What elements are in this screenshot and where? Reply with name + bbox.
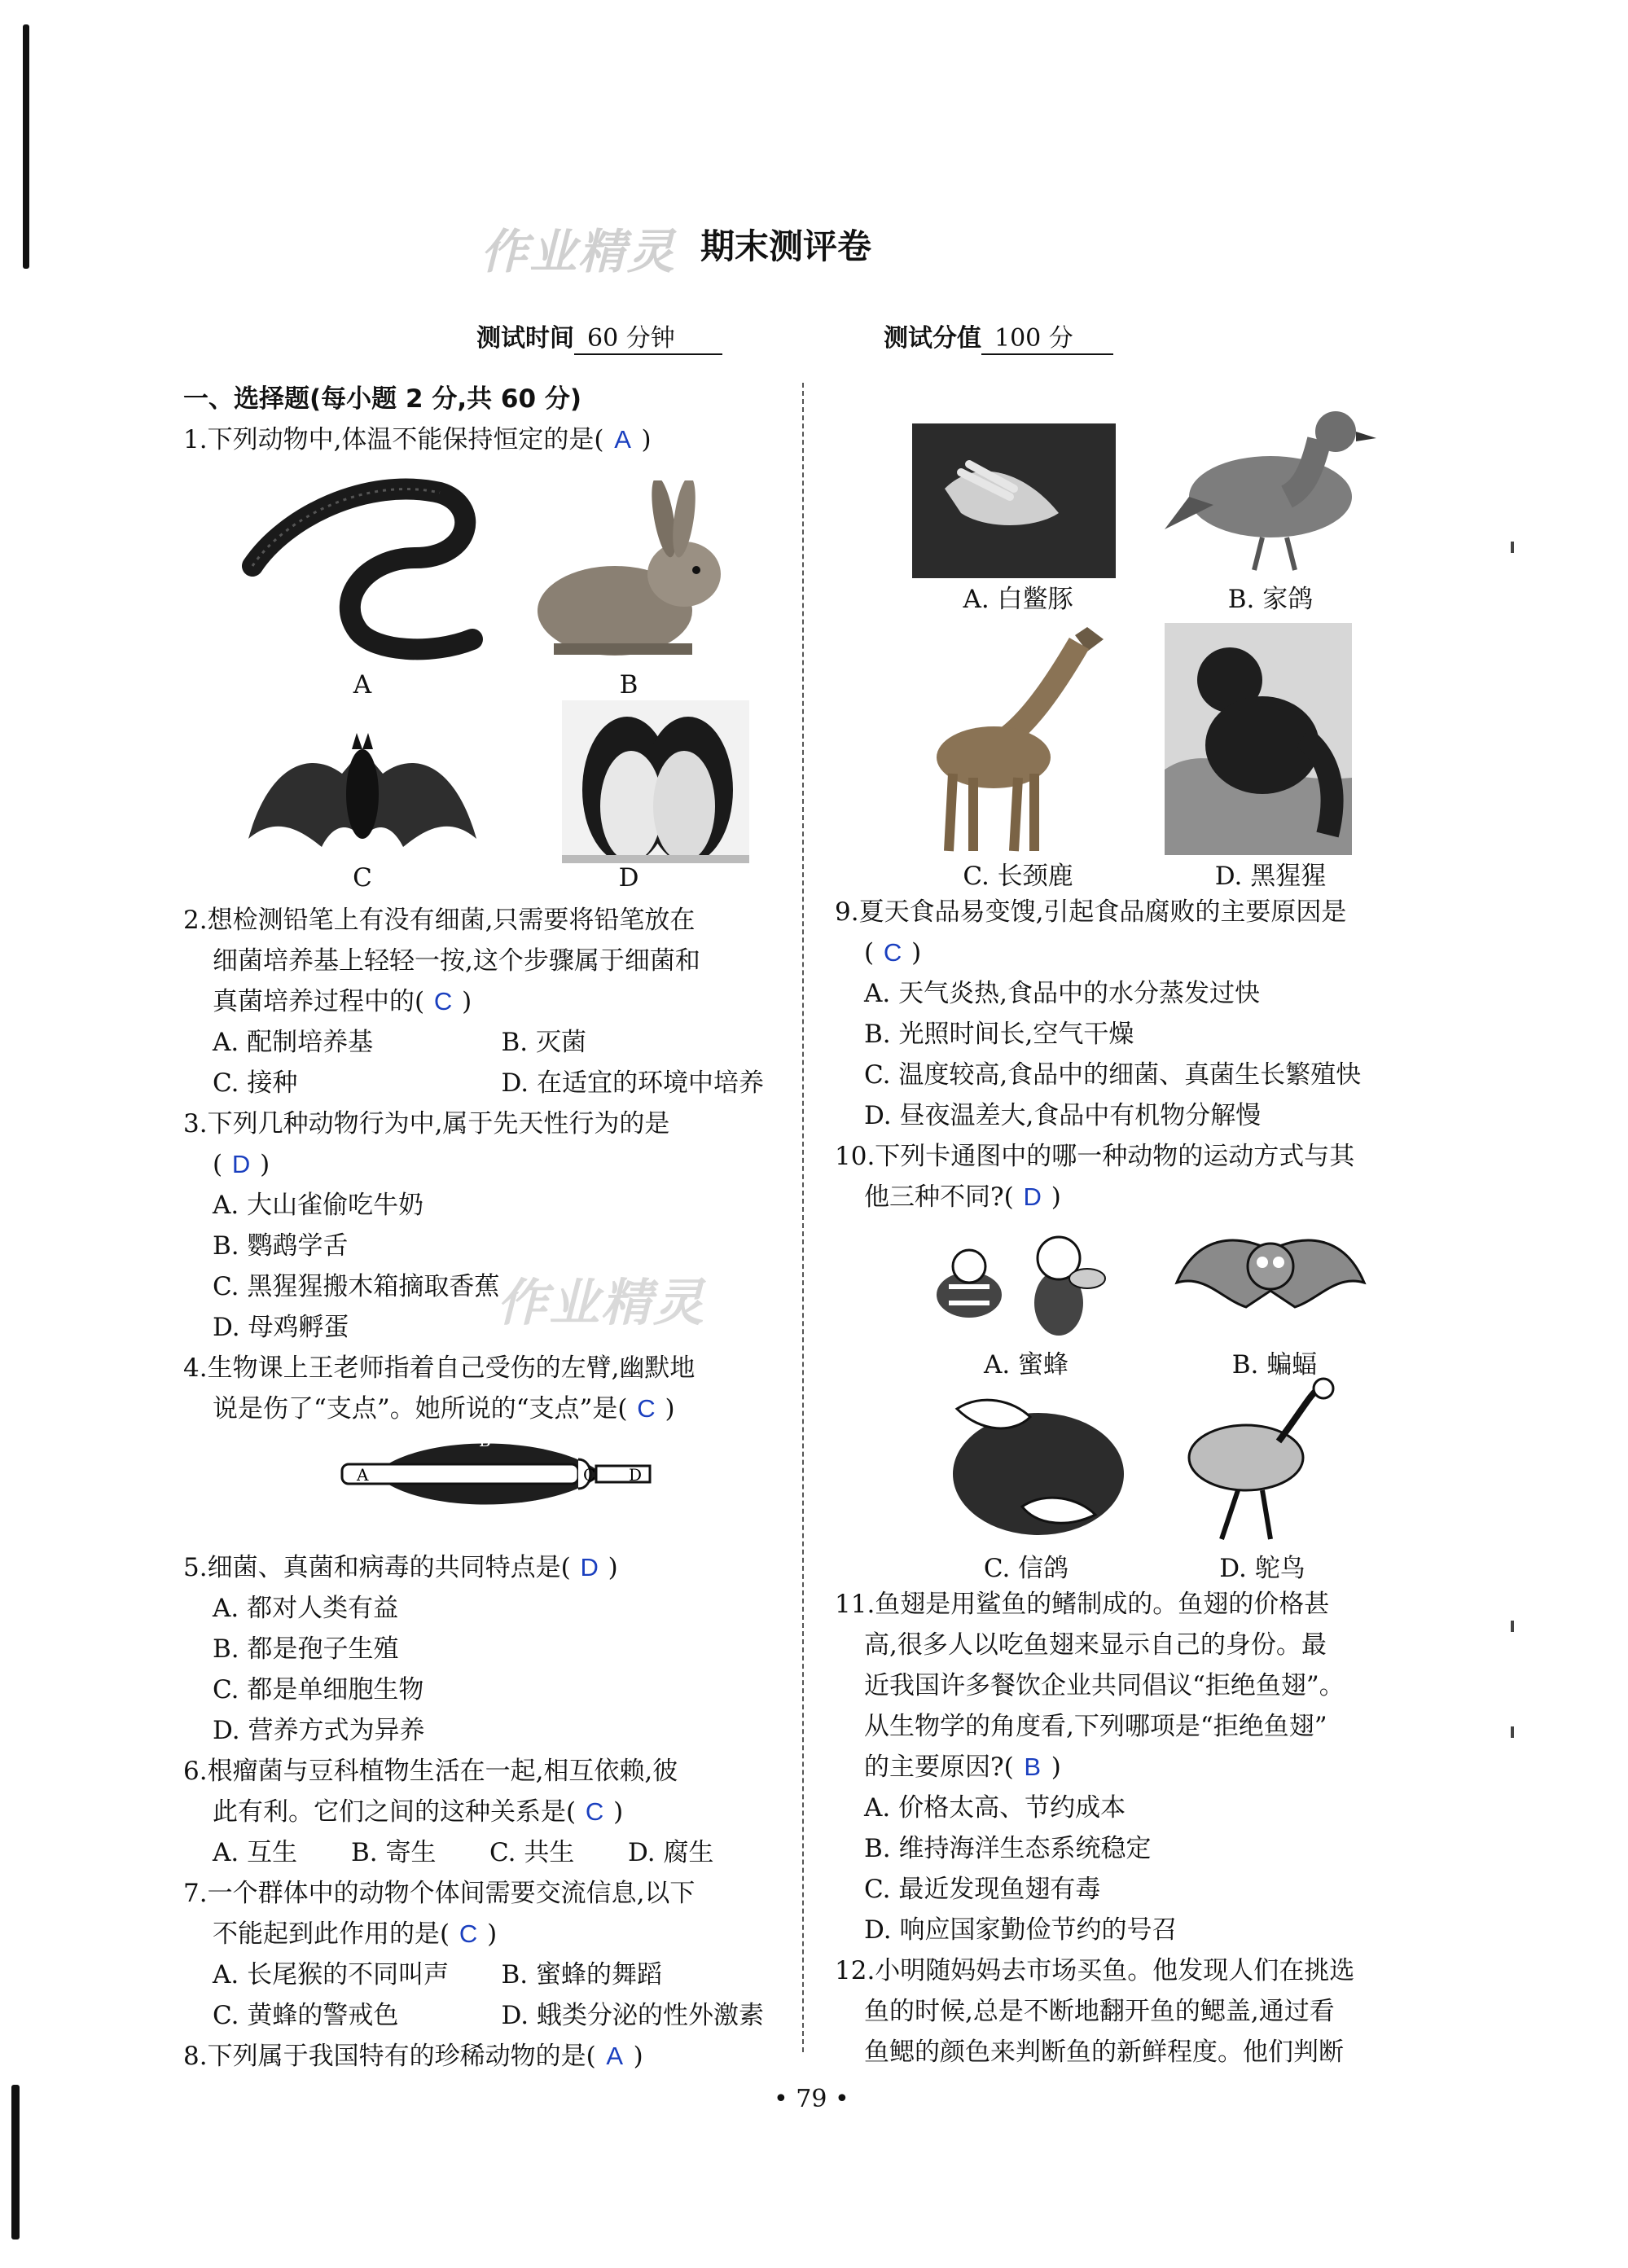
- question-6: 6.根瘤菌与豆科植物生活在一起,相互依赖,彼: [183, 1757, 678, 1786]
- section-heading-block: [183, 379, 790, 460]
- earthworm-image: [236, 468, 489, 664]
- ostrich-cartoon-image: [1173, 1376, 1360, 1547]
- answer-1: A: [614, 425, 631, 454]
- test-time-label: 测试时间: [476, 324, 574, 353]
- caption-q8-a: A. 白鳖豚: [963, 585, 1073, 614]
- question-1: 1.下列动物中,体温不能保持恒定的是( A ): [183, 419, 790, 460]
- question-5: 5.细菌、真菌和病毒的共同特点是( D ): [183, 1547, 790, 1588]
- caption-q10-c: C. 信鸽: [983, 1554, 1069, 1583]
- questions-2-4: 2.想检测铅笔上有没有细菌,只需要将铅笔放在 细菌培养基上轻轻一按,这个步骤属于细菌和 真菌培养过程中的( C ) A. 配制培养基 B. 灭菌 C. 接种 D. 在适宜的环境中培养 3.下列几种动物行为中,属于先天性行为的是 ( D ) A. 大山雀偷吃牛奶 B. 鹦鹉学舌 C. 黑猩猩搬木箱摘取香蕉 D. 母鸡孵蛋 4.生物课上王老师指着自己受伤的左臂,幽默地 说是伤了“支点”。她所说的“支点”是( C ): [183, 900, 790, 1429]
- caption-q10-d: D. 鸵鸟: [1219, 1554, 1305, 1583]
- answer-6: C: [585, 1797, 604, 1826]
- test-score-value: 100 分: [981, 318, 1113, 355]
- caption-q8-b: B. 家鸽: [1227, 585, 1314, 614]
- watermark: 作业精灵: [497, 1273, 706, 1332]
- page-number: • 79 •: [774, 2085, 849, 2113]
- question-3: 3.下列几种动物行为中,属于先天性行为的是: [183, 1109, 670, 1138]
- bee-cartoon-image: [920, 1222, 1124, 1344]
- label-a: A: [357, 1465, 369, 1485]
- caption-q1-c: C: [353, 863, 372, 893]
- baiji-dolphin-image: [912, 423, 1116, 578]
- answer-4: C: [637, 1394, 656, 1423]
- column-divider: [802, 383, 804, 2052]
- question-9: 9.夏天食品易变馊,引起食品腐败的主要原因是: [835, 897, 1347, 927]
- question-11: 11.鱼翅是用鲨鱼的鳍制成的。鱼翅的价格甚: [835, 1590, 1330, 1619]
- giraffe-image: [912, 619, 1124, 855]
- caption-q1-a: A: [353, 670, 372, 700]
- test-time-value: 60 分钟: [574, 318, 722, 355]
- caption-q8-d: D. 黑猩猩: [1214, 862, 1327, 891]
- question-2: 2.想检测铅笔上有没有细菌,只需要将铅笔放在: [183, 906, 696, 935]
- rabbit-image: [521, 480, 733, 668]
- scan-mark: [1511, 1726, 1514, 1738]
- answer-5: D: [580, 1553, 599, 1581]
- caption-q10-a: A. 蜜蜂: [983, 1350, 1069, 1380]
- caption-q10-b: B. 蝙蝠: [1231, 1350, 1318, 1380]
- answer-9: C: [883, 938, 902, 967]
- questions-5-8: 5.细菌、真菌和病毒的共同特点是( D ) A. 都对人类有益 B. 都是孢子生殖 C. 都是单细胞生物 D. 营养方式为异养 6.根瘤菌与豆科植物生活在一起,相互依赖,彼 此有利。它们之间的这种关系是( C ) A. 互生 B. 寄生 C. 共生 D. 腐生 7.一个群体中的动物个体间需要交流信息,以下 不能起到此作用的是( C ) A. 长尾猴的不同叫声 B. 蜜蜂的舞蹈 C. 黄蜂的警戒色 D. 蛾类分泌的性外激素 8.下列属于我国特有的珍稀动物的是( A ): [183, 1547, 790, 2077]
- pigeon-image: [1165, 383, 1384, 578]
- caption-q1-d: D: [618, 863, 639, 893]
- label-b: B: [479, 1431, 491, 1450]
- answer-10: D: [1023, 1182, 1042, 1211]
- test-score-label: 测试分值: [884, 324, 981, 353]
- bat-cartoon-image: [1173, 1217, 1368, 1340]
- binding-mark-bottom: [11, 2085, 20, 2239]
- scan-mark: [1511, 542, 1514, 553]
- scan-mark: [1511, 1621, 1514, 1632]
- test-score: [884, 318, 1113, 355]
- answer-11: B: [1024, 1753, 1042, 1781]
- page-title: 期末测评卷: [700, 226, 872, 266]
- questions-9-10: 9.夏天食品易变馊,引起食品腐败的主要原因是 ( C ) A. 天气炎热,食品中的水分蒸发过快 B. 光照时间长,空气干燥 C. 温度较高,食品中的细菌、真菌生长繁殖快 D. 昼夜温差大,食品中有机物分解慢 10.下列卡通图中的哪一种动物的运动方式与其 他三种不同?( D ): [835, 892, 1446, 1217]
- penguin-image: [562, 700, 749, 863]
- answer-3: D: [231, 1150, 251, 1178]
- bat-image: [244, 717, 481, 880]
- question-4: 4.生物课上王老师指着自己受伤的左臂,幽默地: [183, 1353, 696, 1383]
- label-d: D: [629, 1465, 643, 1485]
- section-heading: 一、选择题(每小题 2 分,共 60 分): [183, 384, 581, 414]
- answer-2: C: [433, 987, 453, 1016]
- questions-11-12: 11.鱼翅是用鲨鱼的鳍制成的。鱼翅的价格甚 高,很多人以吃鱼翅来显示自己的身份。最 近我国许多餐饮企业共同倡议“拒绝鱼翅”。 从生物学的角度看,下列哪项是“拒绝鱼翅” 的主要原因?( B ) A. 价格太高、节约成本 B. 维持海洋生态系统稳定 C. 最近发现鱼翅有毒 D. 响应国家勤俭节约的号召 12.小明随妈妈去市场买鱼。他发现人们在挑选 鱼的时候,总是不断地翻开鱼的鳃盖,通过看 鱼鳃的颜色来判断鱼的新鲜程度。他们判断: [835, 1584, 1446, 2073]
- question-8: 8.下列属于我国特有的珍稀动物的是( A ): [183, 2036, 790, 2077]
- caption-q8-c: C. 长颈鹿: [963, 862, 1073, 891]
- answer-8: A: [606, 2042, 624, 2070]
- label-c: C: [583, 1465, 596, 1485]
- question-12: 12.小明随妈妈去市场买鱼。他发现人们在挑选: [835, 1956, 1355, 1985]
- caption-q1-b: B: [619, 670, 638, 700]
- answer-7: C: [459, 1919, 478, 1948]
- arm-bone-diagram: [334, 1425, 652, 1523]
- question-10: 10.下列卡通图中的哪一种动物的运动方式与其: [835, 1142, 1355, 1171]
- watermark: 作业精灵: [481, 224, 677, 279]
- question-7: 7.一个群体中的动物个体间需要交流信息,以下: [183, 1879, 696, 1908]
- pigeon-cartoon-image: [941, 1384, 1128, 1539]
- binding-mark-top: [23, 24, 29, 269]
- chimpanzee-image: [1165, 623, 1352, 855]
- test-time: [476, 318, 722, 355]
